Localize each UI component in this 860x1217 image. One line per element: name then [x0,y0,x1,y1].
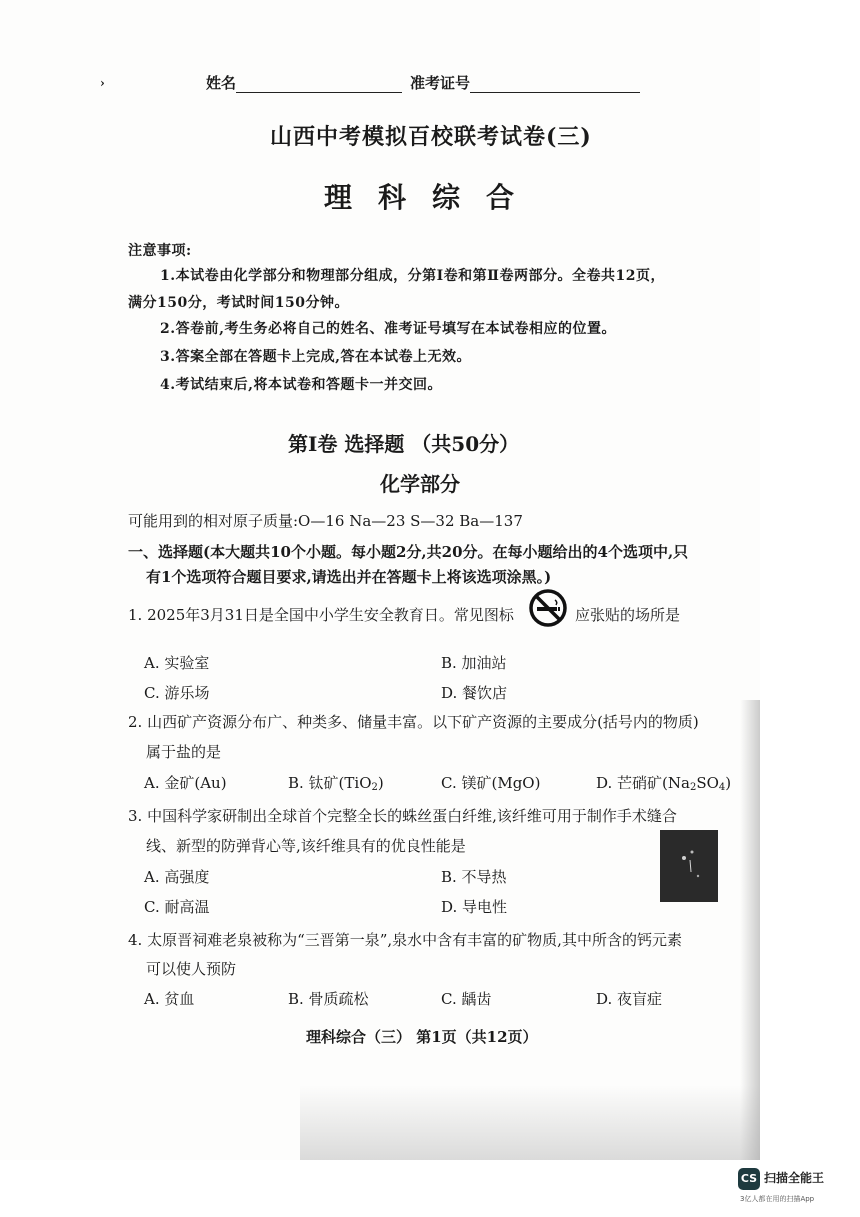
subject-title: 理科综合 [324,181,541,214]
notice-item: 4.考试结束后,将本试卷和答题卡一并交回。 [160,377,442,393]
q2-stem: 2. 山西矿产资源分布广、种类多、储量丰富。以下矿产资源的主要成分(括号内的物质) [128,713,699,731]
part-title: 第Ⅰ卷 选择题 （共50分） [288,432,520,456]
atomic-mass-line: 可能用到的相对原子质量:O—16 Na—23 S—32 Ba—137 [128,512,523,530]
q3-option-a: A. 高强度 [144,868,210,886]
notice-item: 3.答案全部在答题卡上完成,答在本试卷上无效。 [160,349,471,365]
scanner-app-tagline: 3亿人都在用的扫描App [740,1195,815,1203]
page-mark: › [100,76,105,90]
q1-option-b: B. 加油站 [441,654,507,672]
notice-item: 1.本试卷由化学部分和物理部分组成，分第Ⅰ卷和第Ⅱ卷两部分。全卷共12页， [160,268,665,284]
instruction-line: 有1个选项符合题目要求,请选出并在答题卡上将该选项涂黑。) [146,568,552,586]
q3-option-c: C. 耐高温 [144,898,210,916]
q2-option-b: B. 钛矿(TiO$_2$) [288,774,384,793]
no-smoking-icon [528,588,568,628]
q2-option-c: C. 镁矿(MgO) [441,774,541,792]
q2-stem-cont: 属于盐的是 [146,743,222,761]
q3-option-b: B. 不导热 [441,868,507,886]
scan-shadow-right [740,700,760,1160]
q3-stem: 3. 中国科学家研制出全球首个完整全长的蛛丝蛋白纤维,该纤维可用于制作手术缝合 [128,807,677,825]
instruction-line: 一、选择题(本大题共10个小题。每小题2分,共20分。在每小题给出的4个选项中,只 [128,543,689,561]
id-label: 准考证号 [410,74,471,92]
q3-option-d: D. 导电性 [441,898,508,916]
q4-stem-cont: 可以使人预防 [146,960,237,978]
scanner-app-name: 扫描全能王 [764,1171,825,1185]
name-blank [236,76,402,93]
q3-stem-cont: 线、新型的防弹背心等,该纤维具有的优良性能是 [146,837,466,855]
id-blank [470,76,640,93]
q4-option-c: C. 龋齿 [441,990,492,1008]
q4-option-d: D. 夜盲症 [596,990,663,1008]
notice-item: 2.答卷前,考生务必将自己的姓名、准考证号填写在本试卷相应的位置。 [160,321,616,337]
notice-item: 满分150分，考试时间150分钟。 [128,295,349,311]
q1-stem: 1. 2025年3月31日是全国中小学生安全教育日。常见图标 [128,606,514,624]
spider-silk-photo [660,830,718,902]
q1-option-a: A. 实验室 [144,654,210,672]
notice-heading: 注意事项: [128,243,192,259]
chem-title: 化学部分 [380,472,460,496]
q4-option-b: B. 骨质疏松 [288,990,369,1008]
page-footer: 理科综合（三） 第1页（共12页） [306,1028,538,1046]
scanner-logo-icon: CS [738,1168,760,1190]
q1-option-c: C. 游乐场 [144,684,210,702]
scan-shadow-bottom [300,1085,760,1160]
q1-stem-end: 应张贴的场所是 [575,606,681,624]
q4-stem: 4. 太原晋祠难老泉被称为“三晋第一泉”,泉水中含有丰富的矿物质,其中所含的钙元素 [128,931,682,949]
q2-option-a: A. 金矿(Au) [144,774,227,792]
q1-option-d: D. 餐饮店 [441,684,508,702]
id-field [410,72,640,93]
name-label: 姓名 [206,74,237,92]
q4-option-a: A. 贫血 [144,990,195,1008]
q2-option-d: D. 芒硝矿$(Na_2SO_4)$ [596,774,732,793]
exam-title: 山西中考模拟百校联考试卷(三) [270,124,592,150]
name-field [206,72,402,93]
